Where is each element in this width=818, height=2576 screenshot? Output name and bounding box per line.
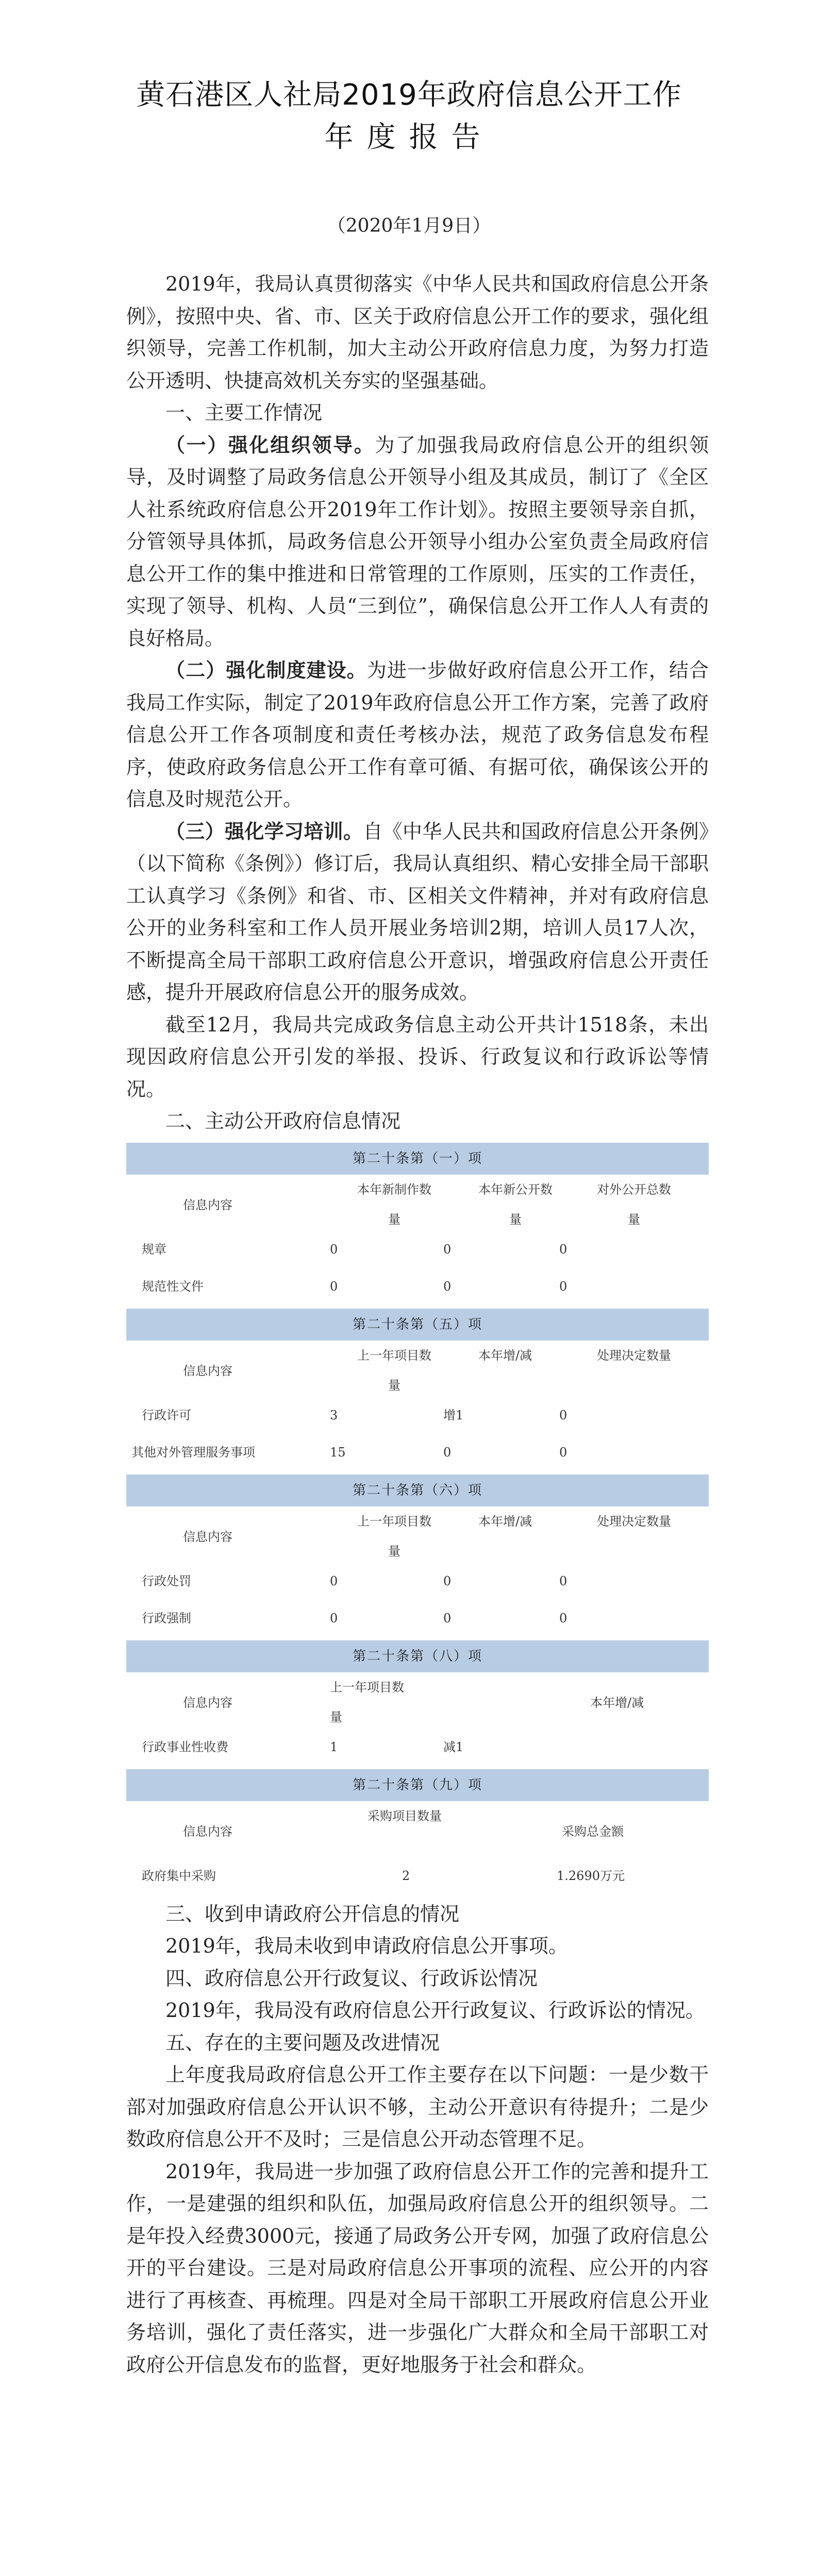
section1-item-2-lead: （二）强化制度建设。 bbox=[165, 658, 367, 682]
table-3-header-row bbox=[126, 1506, 709, 1566]
table-3-title: 第二十条第（六）项 bbox=[126, 1475, 709, 1506]
table-4-title: 第二十条第（八）项 bbox=[126, 1640, 709, 1672]
section5-paragraph-1: 上年度我局政府信息公开工作主要存在以下问题：一是少数干部对加强政府信息公开认识不够，主动公开意识有待提升；二是少数政府信息公开不及时；三是信息公开动态管理不足。 bbox=[126, 2063, 709, 2150]
report-body bbox=[126, 268, 709, 2381]
table-row bbox=[126, 1437, 709, 1475]
table-4-row-1-v1: 1 bbox=[330, 1739, 338, 1754]
section3-heading: 三、收到申请政府公开信息的情况 bbox=[165, 1902, 460, 1925]
table-3-row-2-v2: 0 bbox=[443, 1611, 452, 1625]
table-row bbox=[126, 1566, 709, 1603]
table-3-col-3: 本年增/减 bbox=[478, 1514, 532, 1529]
section1-item-2-text: 为进一步做好政府信息公开工作，结合我局工作实际，制定了2019年政府信息公开工作方案，完善了政府信息公开工作各项制度和责任考核办法，规范了政务信息发布程序，使政府政务信息公开工作有章可循、有据可依，确保该公开的信息及时规范公开。 bbox=[126, 659, 709, 810]
section1-item-2 bbox=[126, 654, 709, 816]
table-1-col-1: 信息内容 bbox=[183, 1197, 232, 1212]
table-3-row-2-label: 行政强制 bbox=[142, 1611, 191, 1625]
table-5-col-3: 采购总金额 bbox=[562, 1824, 624, 1839]
table-1-row-2-v1: 0 bbox=[330, 1279, 338, 1294]
table-3-row-1-v1: 0 bbox=[330, 1573, 338, 1588]
table-2-row-1-label: 行政许可 bbox=[142, 1408, 191, 1422]
table-3-row-1-label: 行政处罚 bbox=[142, 1573, 191, 1588]
section2-heading: 二、主动公开政府信息情况 bbox=[165, 1110, 401, 1132]
table-2-row-2-v3: 0 bbox=[559, 1445, 567, 1460]
table-3-row-2-v3: 0 bbox=[559, 1611, 567, 1625]
table-2-col-1: 信息内容 bbox=[183, 1363, 232, 1378]
table-1-row-2-v2: 0 bbox=[443, 1279, 452, 1294]
table-1-col-3: 本年新公开数量 bbox=[478, 1182, 553, 1227]
table-4-col-3: 本年增/减 bbox=[590, 1695, 644, 1710]
table-5-row-1-v1: 2 bbox=[402, 1868, 410, 1883]
table-5-header-row bbox=[126, 1801, 709, 1861]
table-1-col-4: 对外公开总数量 bbox=[597, 1182, 671, 1227]
table-2-row-2-v2: 0 bbox=[443, 1445, 452, 1460]
table-2-title: 第二十条第（五）项 bbox=[126, 1309, 709, 1341]
table-2-header-row bbox=[126, 1341, 709, 1400]
table-4-row-1-label: 行政事业性收费 bbox=[142, 1739, 228, 1754]
table-2-col-2: 上一年项目数量 bbox=[357, 1348, 431, 1393]
table-row bbox=[126, 1234, 709, 1272]
intro-paragraph: 2019年，我局认真贯彻落实《中华人民共和国政府信息公开条例》，按照中央、省、市、区关于政府信息公开工作的要求，强化组织领导，完善工作机制，加大主动公开政府信息力度，为努力打造公开透明、快捷高效机关夯实的坚强基础。 bbox=[126, 273, 709, 392]
table-3-row-1-v2: 0 bbox=[443, 1573, 452, 1588]
report-title-line1: 黄石港区人社局2019年政府信息公开工作 bbox=[136, 78, 682, 112]
table-2-row-1-v1: 3 bbox=[330, 1408, 338, 1422]
section1-item-1-text: 为了加强我局政府信息公开的组织领导，及时调整了局政务信息公开领导小组及其成员，制订了《全区人社系统政府信息公开2019年工作计划》。按照主要领导亲自抓，分管领导具体抓，局政务信息公开领导小组办公室负责全局政府信息公开工作的集中推进和日常管理的工作原则，压实的工作责任，实现了领导、机构、人员“三到位”，确保信息公开工作人人有责的良好格局。 bbox=[126, 433, 709, 650]
table-5-row-1-label: 政府集中采购 bbox=[142, 1868, 216, 1883]
table-2-row-1-v3: 0 bbox=[559, 1408, 567, 1422]
table-row bbox=[126, 1603, 709, 1640]
section1-item-3 bbox=[126, 816, 709, 1009]
section4-text: 2019年，我局没有政府信息公开行政复议、行政诉讼的情况。 bbox=[165, 1999, 705, 2022]
section1-item-1-lead: （一）强化组织领导。 bbox=[165, 433, 375, 456]
table-2-row-2-v1: 15 bbox=[330, 1445, 346, 1460]
table-3-col-2: 上一年项目数量 bbox=[357, 1514, 431, 1558]
section1-closing: 截至12月，我局共完成政务信息主动公开共计1518条，未出现因政府信息公开引发的举报、投诉、行政复议和行政诉讼等情况。 bbox=[126, 1013, 709, 1100]
table-2-col-3: 本年增/减 bbox=[478, 1348, 532, 1363]
report-date: （2020年1月9日） bbox=[327, 215, 491, 236]
table-row bbox=[126, 1272, 709, 1309]
table-1-row-2-label: 规范性文件 bbox=[142, 1279, 204, 1294]
table-1-row-1-v3: 0 bbox=[559, 1242, 567, 1257]
table-5-title: 第二十条第（九）项 bbox=[126, 1769, 709, 1801]
table-4-row-1-v2: 减1 bbox=[443, 1739, 464, 1754]
section1-item-1 bbox=[126, 429, 709, 655]
table-1-header-row bbox=[126, 1175, 709, 1234]
table-3-row-2-v1: 0 bbox=[330, 1611, 338, 1625]
table-4-col-1: 信息内容 bbox=[183, 1695, 232, 1710]
table-1-row-1-v1: 0 bbox=[330, 1242, 338, 1257]
disclosure-table bbox=[126, 1143, 709, 1898]
table-4-col-2: 上一年项目数量 bbox=[330, 1680, 404, 1724]
table-4-header-row bbox=[126, 1672, 709, 1732]
table-1-row-1-label: 规章 bbox=[142, 1242, 166, 1257]
section5-paragraph-2: 2019年，我局进一步加强了政府信息公开工作的完善和提升工作，一是建强的组织和队伍，加强局政府信息公开的组织领导。二是年投入经费3000元，接通了局政务公开专网，加强了政府信息公开的平台建设。三是对局政府信息公开事项的流程、应公开的内容进行了再核查、再梳理。四是对全局干部职工开展政府信息公开业务培训，强化了责任落实，进一步强化广大群众和全局干部职工对政府公开信息发布的监督，更好地服务于社会和群众。 bbox=[126, 2160, 709, 2376]
table-1-row-1-v2: 0 bbox=[443, 1242, 452, 1257]
table-row bbox=[126, 1861, 709, 1898]
table-5-col-2: 采购项目数量 bbox=[368, 1808, 442, 1823]
table-1-row-2-v3: 0 bbox=[559, 1279, 567, 1294]
table-3-col-4: 处理决定数量 bbox=[597, 1514, 671, 1529]
table-row bbox=[126, 1732, 709, 1769]
table-5-col-1: 信息内容 bbox=[183, 1824, 232, 1839]
section3-text: 2019年，我局未收到申请政府信息公开事项。 bbox=[165, 1935, 568, 1957]
section1-item-3-lead: （三）强化学习培训。 bbox=[165, 819, 363, 843]
table-2-row-2-label: 其他对外管理服务事项 bbox=[131, 1445, 255, 1460]
table-1-title: 第二十条第（一）项 bbox=[126, 1143, 709, 1175]
report-title-line2: 年度报告 bbox=[324, 121, 494, 154]
table-row bbox=[126, 1400, 709, 1437]
table-3-row-1-v3: 0 bbox=[559, 1573, 567, 1588]
table-1-col-2: 本年新制作数量 bbox=[357, 1182, 431, 1227]
section4-heading: 四、政府信息公开行政复议、行政诉讼情况 bbox=[165, 1967, 538, 1990]
table-3-col-1: 信息内容 bbox=[183, 1529, 232, 1544]
table-5-row-1-v2: 1.2690万元 bbox=[557, 1868, 625, 1883]
section5-heading: 五、存在的主要问题及改进情况 bbox=[165, 2031, 440, 2054]
table-2-col-4: 处理决定数量 bbox=[597, 1348, 671, 1363]
section1-heading: 一、主要工作情况 bbox=[165, 401, 323, 424]
section1-item-3-text: 自《中华人民共和国政府信息公开条例》（以下简称《条例》）修订后，我局认真组织、精心安排全局干部职工认真学习《条例》和省、市、区相关文件精神，并对有政府信息公开的业务科室和工作人员开展业务培训2期，培训人员17人次，不断提高全局干部职工政府信息公开意识，增强政府信息公开责任感，提升开展政府信息公开的服务成效。 bbox=[126, 820, 709, 1004]
table-2-row-1-v2: 增1 bbox=[443, 1408, 464, 1422]
